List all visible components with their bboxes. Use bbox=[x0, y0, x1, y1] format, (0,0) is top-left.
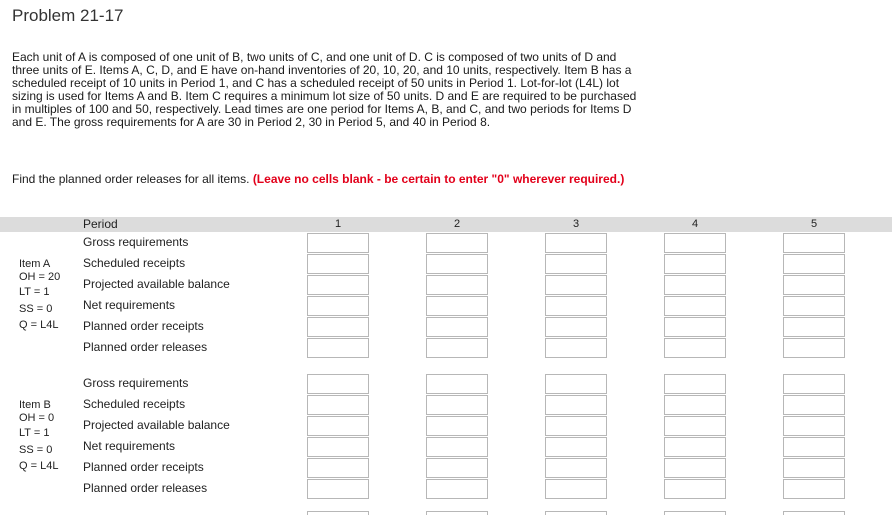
item-b-planned-releases-label: Planned order releases bbox=[83, 481, 208, 495]
item-b-safety-stock: SS = 0 bbox=[19, 444, 53, 456]
problem-text: Each unit of A is composed of one unit of B, two units of C, and one unit of D. C is composed of two units of D and three units of E. Items A, C, D, and E have on-hand inventories of 20, 10, 20, and 10 units, respectively. Item B has a scheduled receipt of 10 units in Period 1, and C has a scheduled receipt of 50 units in Period 1. Lot-for-lot (L4L) lot sizing is used for Items A and B. Item C requires a minimum lot size of 50 units. D and E are required to be purchased in multiples of 100 and 50, respectively. Lead times are one period for Items A, B, and C, and two periods for Items D and E. The gross requirements for A are 30 in Period 2, 30 in Period 5, and 40 in Period 8. bbox=[12, 50, 637, 129]
item-a-planned-releases-period-4-input[interactable] bbox=[664, 338, 726, 358]
item-b-planned-releases-period-2-input[interactable] bbox=[426, 479, 488, 499]
item-b-planned-receipts-period-4-input[interactable] bbox=[664, 458, 726, 478]
item-b-projected-balance-label: Projected available balance bbox=[83, 418, 230, 432]
item-b-projected-balance-period-2-input[interactable] bbox=[426, 416, 488, 436]
item-b-planned-receipts-period-1-input[interactable] bbox=[307, 458, 369, 478]
item-a-planned-receipts-period-5-input[interactable] bbox=[783, 317, 845, 337]
item-a-net-requirements-period-2-input[interactable] bbox=[426, 296, 488, 316]
period-number-5: 5 bbox=[810, 218, 818, 230]
item-b-projected-balance-period-3-input[interactable] bbox=[545, 416, 607, 436]
item-b-projected-balance-period-5-input[interactable] bbox=[783, 416, 845, 436]
item-b-scheduled-receipts-label: Scheduled receipts bbox=[83, 397, 186, 411]
item-a-planned-receipts-period-4-input[interactable] bbox=[664, 317, 726, 337]
item-a-planned-releases-label: Planned order releases bbox=[83, 340, 208, 354]
item-a-projected-balance-period-5-input[interactable] bbox=[783, 275, 845, 295]
item-b-projected-balance-period-1-input[interactable] bbox=[307, 416, 369, 436]
item-a-projected-balance-period-3-input[interactable] bbox=[545, 275, 607, 295]
item-b-projected-balance-period-4-input[interactable] bbox=[664, 416, 726, 436]
item-a-planned-releases-period-3-input[interactable] bbox=[545, 338, 607, 358]
item-b-gross-requirements-period-1-input[interactable] bbox=[307, 374, 369, 394]
item-a-gross-requirements-period-2-input[interactable] bbox=[426, 233, 488, 253]
item-b-gross-requirements-label: Gross requirements bbox=[83, 376, 189, 390]
item-a-projected-balance-period-1-input[interactable] bbox=[307, 275, 369, 295]
item-a-scheduled-receipts-period-1-input[interactable] bbox=[307, 254, 369, 274]
item-a-gross-requirements-label: Gross requirements bbox=[83, 235, 189, 249]
item-a-planned-receipts-period-1-input[interactable] bbox=[307, 317, 369, 337]
item-b-net-requirements-period-5-input[interactable] bbox=[783, 437, 845, 457]
item-a-projected-balance-label: Projected available balance bbox=[83, 277, 230, 291]
warning-text: (Leave no cells blank - be certain to enter "0" wherever required.) bbox=[252, 172, 625, 186]
item-b-net-requirements-period-4-input[interactable] bbox=[664, 437, 726, 457]
next-item-cell-stub bbox=[307, 511, 369, 515]
next-item-cell-stub bbox=[783, 511, 845, 515]
period-number-2: 2 bbox=[453, 218, 461, 230]
item-a-on-hand: OH = 20 bbox=[19, 271, 61, 283]
item-a-net-requirements-period-3-input[interactable] bbox=[545, 296, 607, 316]
item-b-planned-releases-period-1-input[interactable] bbox=[307, 479, 369, 499]
item-a-name: Item A bbox=[19, 258, 51, 270]
page-title: Problem 21-17 bbox=[12, 6, 124, 25]
item-a-gross-requirements-period-5-input[interactable] bbox=[783, 233, 845, 253]
item-a-planned-receipts-period-2-input[interactable] bbox=[426, 317, 488, 337]
item-a-projected-balance-period-4-input[interactable] bbox=[664, 275, 726, 295]
period-number-4: 4 bbox=[691, 218, 699, 230]
item-b-gross-requirements-period-3-input[interactable] bbox=[545, 374, 607, 394]
item-a-net-requirements-label: Net requirements bbox=[83, 298, 176, 312]
item-a-scheduled-receipts-period-5-input[interactable] bbox=[783, 254, 845, 274]
item-a-lot-size: Q = L4L bbox=[19, 319, 59, 331]
item-b-net-requirements-label: Net requirements bbox=[83, 439, 176, 453]
item-b-planned-receipts-period-5-input[interactable] bbox=[783, 458, 845, 478]
item-a-lead-time: LT = 1 bbox=[19, 286, 50, 298]
item-b-scheduled-receipts-period-4-input[interactable] bbox=[664, 395, 726, 415]
item-a-gross-requirements-period-3-input[interactable] bbox=[545, 233, 607, 253]
item-b-gross-requirements-period-4-input[interactable] bbox=[664, 374, 726, 394]
item-b-scheduled-receipts-period-5-input[interactable] bbox=[783, 395, 845, 415]
item-b-net-requirements-period-3-input[interactable] bbox=[545, 437, 607, 457]
item-b-scheduled-receipts-period-1-input[interactable] bbox=[307, 395, 369, 415]
item-a-planned-receipts-label: Planned order receipts bbox=[83, 319, 204, 333]
item-b-scheduled-receipts-period-2-input[interactable] bbox=[426, 395, 488, 415]
item-b-planned-receipts-period-2-input[interactable] bbox=[426, 458, 488, 478]
item-b-net-requirements-period-2-input[interactable] bbox=[426, 437, 488, 457]
item-a-planned-releases-period-5-input[interactable] bbox=[783, 338, 845, 358]
item-b-planned-releases-period-4-input[interactable] bbox=[664, 479, 726, 499]
item-a-planned-receipts-period-3-input[interactable] bbox=[545, 317, 607, 337]
item-b-on-hand: OH = 0 bbox=[19, 412, 55, 424]
item-a-net-requirements-period-4-input[interactable] bbox=[664, 296, 726, 316]
item-b-lead-time: LT = 1 bbox=[19, 427, 50, 439]
item-a-scheduled-receipts-period-3-input[interactable] bbox=[545, 254, 607, 274]
period-label: Period bbox=[83, 217, 118, 231]
item-a-gross-requirements-period-4-input[interactable] bbox=[664, 233, 726, 253]
item-a-net-requirements-period-5-input[interactable] bbox=[783, 296, 845, 316]
item-a-safety-stock: SS = 0 bbox=[19, 303, 53, 315]
item-a-gross-requirements-period-1-input[interactable] bbox=[307, 233, 369, 253]
item-a-net-requirements-period-1-input[interactable] bbox=[307, 296, 369, 316]
item-a-projected-balance-period-2-input[interactable] bbox=[426, 275, 488, 295]
item-b-planned-releases-period-3-input[interactable] bbox=[545, 479, 607, 499]
item-a-scheduled-receipts-period-4-input[interactable] bbox=[664, 254, 726, 274]
item-a-scheduled-receipts-period-2-input[interactable] bbox=[426, 254, 488, 274]
item-b-planned-receipts-label: Planned order receipts bbox=[83, 460, 204, 474]
item-b-gross-requirements-period-5-input[interactable] bbox=[783, 374, 845, 394]
item-b-planned-receipts-period-3-input[interactable] bbox=[545, 458, 607, 478]
item-a-scheduled-receipts-label: Scheduled receipts bbox=[83, 256, 186, 270]
next-item-cell-stub bbox=[426, 511, 488, 515]
next-item-cell-stub bbox=[664, 511, 726, 515]
instruction bbox=[12, 172, 637, 186]
item-a-planned-releases-period-1-input[interactable] bbox=[307, 338, 369, 358]
item-b-net-requirements-period-1-input[interactable] bbox=[307, 437, 369, 457]
instruction-text: Find the planned order releases for all items. bbox=[12, 172, 250, 186]
next-item-cell-stub bbox=[545, 511, 607, 515]
item-b-name: Item B bbox=[19, 399, 51, 411]
item-b-lot-size: Q = L4L bbox=[19, 460, 59, 472]
item-b-planned-releases-period-5-input[interactable] bbox=[783, 479, 845, 499]
item-b-scheduled-receipts-period-3-input[interactable] bbox=[545, 395, 607, 415]
period-number-1: 1 bbox=[334, 218, 342, 230]
item-b-gross-requirements-period-2-input[interactable] bbox=[426, 374, 488, 394]
item-a-planned-releases-period-2-input[interactable] bbox=[426, 338, 488, 358]
period-number-3: 3 bbox=[572, 218, 580, 230]
